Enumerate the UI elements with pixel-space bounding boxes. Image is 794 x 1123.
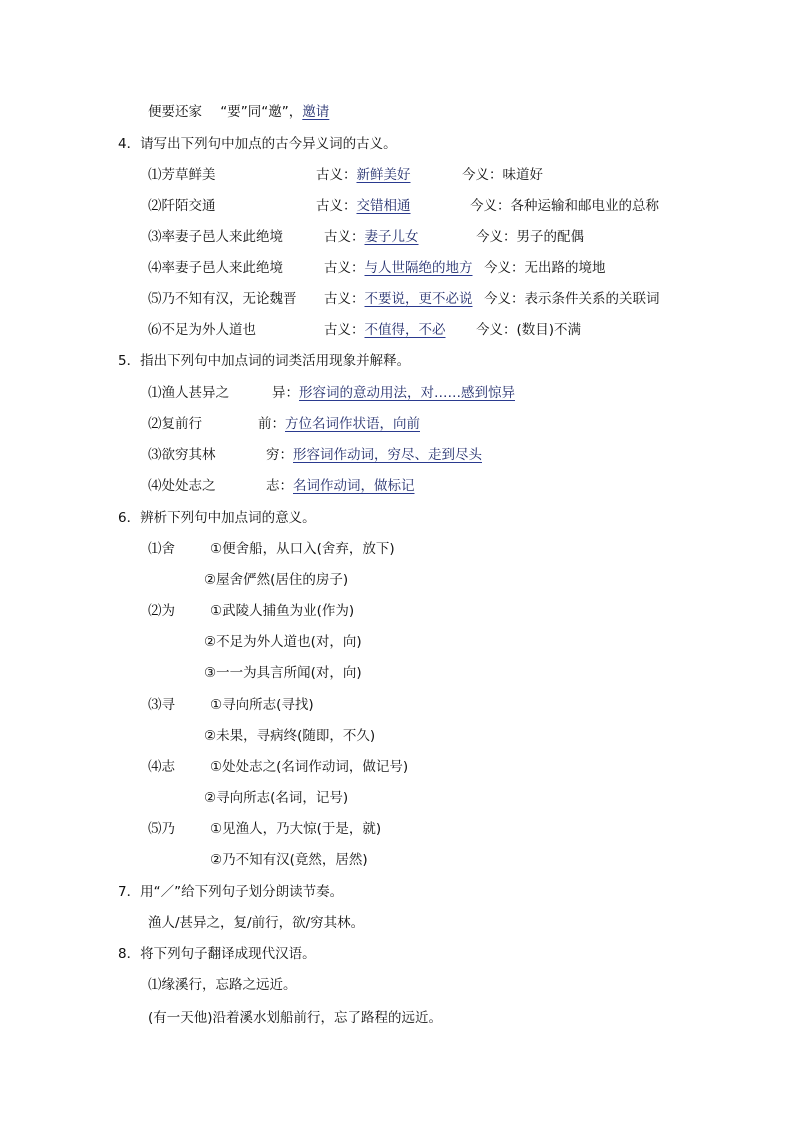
q8-title: 8．将下列句子翻译成现代汉语。 [118,946,316,962]
q4-item-1-jin: 今义：味道好 [462,167,543,183]
q4-item-3-sentence: ⑶率妻子邑人来此绝境 [148,229,283,245]
carryover-phrase: 便要还家 [148,104,202,120]
q6-group-3-line-1: ①寻向所志(寻找) [210,697,314,713]
carryover-line [148,102,329,122]
q6-group-3-line-2: ②未果，寻病终(随即，不久) [204,728,376,744]
q4-item-6-jin: 今义：(数目)不满 [476,322,582,338]
q4-item-3-jin: 今义：男子的配偶 [476,229,584,245]
q5-item-3-answer: 穷：形容词作动词，穷尽、走到尽头 [266,447,482,463]
q6-group-4-line-1: ①处处志之(名词作动词，做记号) [210,759,409,775]
q4-item-4-sentence: ⑷率妻子邑人来此绝境 [148,260,283,276]
q6-title: 6．辨析下列句中加点词的意义。 [118,510,316,526]
q6-group-2-label: ⑵为 [148,603,175,619]
q8-translation: (有一天他)沿着溪水划船前行，忘了路程的远近。 [148,1010,443,1026]
q5-item-3-sentence: ⑶欲穷其林 [148,447,216,463]
q4-item-5-gu: 古义：不要说，更不必说 [324,291,473,307]
q5-item-1-sentence: ⑴渔人甚异之 [148,385,229,401]
q5-item-4-sentence: ⑷处处志之 [148,478,216,494]
q6-group-2-line-3: ③一一为具言所闻(对，向) [204,665,362,681]
q6-group-1-line-2: ②屋舍俨然(居住的房子) [204,572,349,588]
q4-item-1-gu: 古义：新鲜美好 [316,167,411,183]
q4-item-2-gu: 古义：交错相通 [316,198,411,214]
q5-item-2-answer: 前：方位名词作状语，向前 [258,416,420,432]
q6-group-5-label: ⑸乃 [148,821,175,837]
q6-group-5-line-1: ①见渔人，乃大惊(于是，就) [210,821,382,837]
q4-item-6-sentence: ⑹不足为外人道也 [148,322,256,338]
q7-answer: 渔人/甚异之，复/前行，欲/穷其林。 [148,915,365,931]
q4-item-2-jin: 今义：各种运输和邮电业的总称 [470,198,659,214]
q8-sentence: ⑴缘溪行，忘路之远近。 [148,977,297,993]
q4-item-5-jin: 今义：表示条件关系的关联词 [484,291,660,307]
q4-item-4-gu: 古义：与人世隔绝的地方 [324,260,473,276]
q4-item-1-sentence: ⑴芳草鲜美 [148,167,216,183]
q5-title: 5．指出下列句中加点词的词类活用现象并解释。 [118,353,411,369]
q4-item-2-sentence: ⑵阡陌交通 [148,198,216,214]
carryover-note: “要”同“邀”， [220,104,303,120]
q4-item-3-gu: 古义：妻子儿女 [324,229,419,245]
q6-group-3-label: ⑶寻 [148,697,175,713]
q6-group-4-label: ⑷志 [148,759,175,775]
q4-item-4-jin: 今义：无出路的境地 [484,260,606,276]
q7-title: 7．用“／”给下列句子划分朗读节奏。 [118,884,344,900]
q4-title: 4．请写出下列句中加点的古今异义词的古义。 [118,136,397,152]
q5-item-1-answer: 异：形容词的意动用法，对……感到惊异 [272,385,515,401]
carryover-answer: 邀请 [302,104,330,120]
q6-group-5-line-2: ②乃不知有汉(竟然，居然) [210,852,368,868]
q4-item-5-sentence: ⑸乃不知有汉，无论魏晋 [148,291,297,307]
q6-group-4-line-2: ②寻向所志(名词，记号) [204,790,349,806]
q5-item-2-sentence: ⑵复前行 [148,416,202,432]
q6-group-1-line-1: ①便舍船，从口入(舍弃，放下) [210,541,395,557]
q5-item-4-answer: 志：名词作动词，做标记 [266,478,415,494]
q4-item-6-gu: 古义：不值得，不必 [324,322,446,338]
q6-group-2-line-1: ①武陵人捕鱼为业(作为) [210,603,355,619]
q6-group-2-line-2: ②不足为外人道也(对，向) [204,634,362,650]
q6-group-1-label: ⑴舍 [148,541,175,557]
